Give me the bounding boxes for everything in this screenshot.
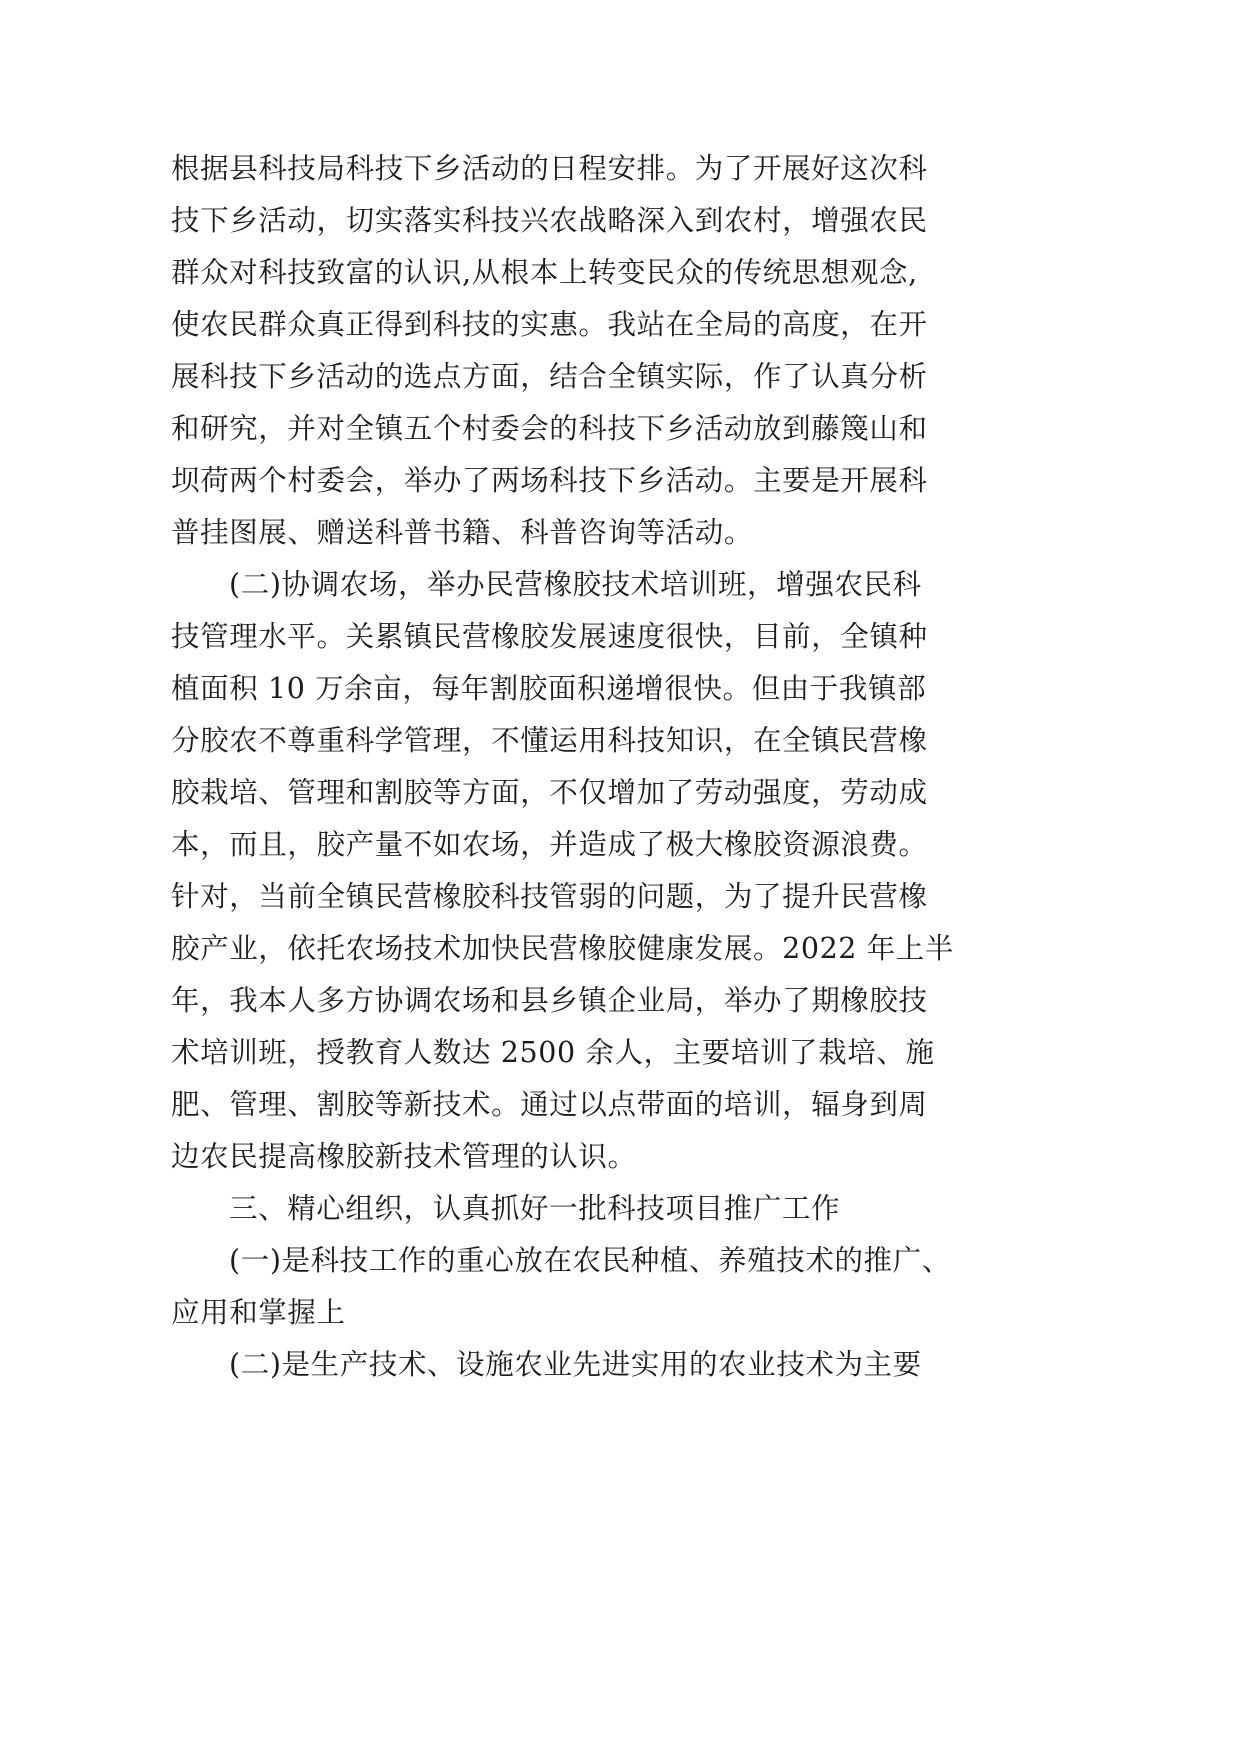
text-line: 根据县科技局科技下乡活动的日程安排。为了开展好这次科 (171, 152, 928, 185)
text-line: 胶栽培、管理和割胶等方面，不仅增加了劳动强度，劳动成 (171, 776, 928, 809)
text-line: 针对，当前全镇民营橡胶科技管弱的问题，为了提升民营橡 (171, 880, 928, 913)
text-line: 分胶农不尊重科学管理，不懂运用科技知识，在全镇民营橡 (171, 724, 928, 757)
paragraph-start-line: (二)是生产技术、设施农业先进实用的农业技术为主要 (229, 1348, 922, 1381)
text-line: 展科技下乡活动的选点方面，结合全镇实际，作了认真分析 (171, 360, 928, 393)
paragraph-start-line: (一)是科技工作的重心放在农民种植、养殖技术的推广、 (229, 1244, 951, 1277)
text-line: 群众对科技致富的认识,从根本上转变民众的传统思想观念, (171, 256, 918, 289)
text-line: 植面积 10 万余亩，每年割胶面积递增很快。但由于我镇部 (171, 672, 927, 705)
text-line: 术培训班，授教育人数达 2500 余人，主要培训了栽培、施 (171, 1036, 935, 1069)
section-heading: 三、精心组织，认真抓好一批科技项目推广工作 (229, 1192, 841, 1225)
text-line: 本，而且，胶产量不如农场，并造成了极大橡胶资源浪费。 (171, 828, 928, 861)
text-line: 普挂图展、赠送科普书籍、科普咨询等活动。 (171, 516, 754, 549)
text-line: 应用和掌握上 (171, 1296, 346, 1329)
text-line: 使农民群众真正得到科技的实惠。我站在全局的高度，在开 (171, 308, 928, 341)
text-line: 技下乡活动，切实落实科技兴农战略深入到农村，增强农民 (171, 204, 928, 237)
text-line: 技管理水平。关累镇民营橡胶发展速度很快，目前，全镇种 (171, 620, 928, 653)
text-line: 年，我本人多方协调农场和县乡镇企业局，举办了期橡胶技 (171, 984, 928, 1017)
text-line: 边农民提高橡胶新技术管理的认识。 (171, 1140, 637, 1173)
paragraph-start-line: (二)协调农场，举办民营橡胶技术培训班，增强农民科 (229, 568, 922, 601)
text-line: 肥、管理、割胶等新技术。通过以点带面的培训，辐身到周 (171, 1088, 928, 1121)
text-line: 坝荷两个村委会，举办了两场科技下乡活动。主要是开展科 (171, 464, 928, 497)
text-line: 胶产业，依托农场技术加快民营橡胶健康发展。2022 年上半 (171, 932, 954, 965)
text-line: 和研究，并对全镇五个村委会的科技下乡活动放到藤篾山和 (171, 412, 928, 445)
